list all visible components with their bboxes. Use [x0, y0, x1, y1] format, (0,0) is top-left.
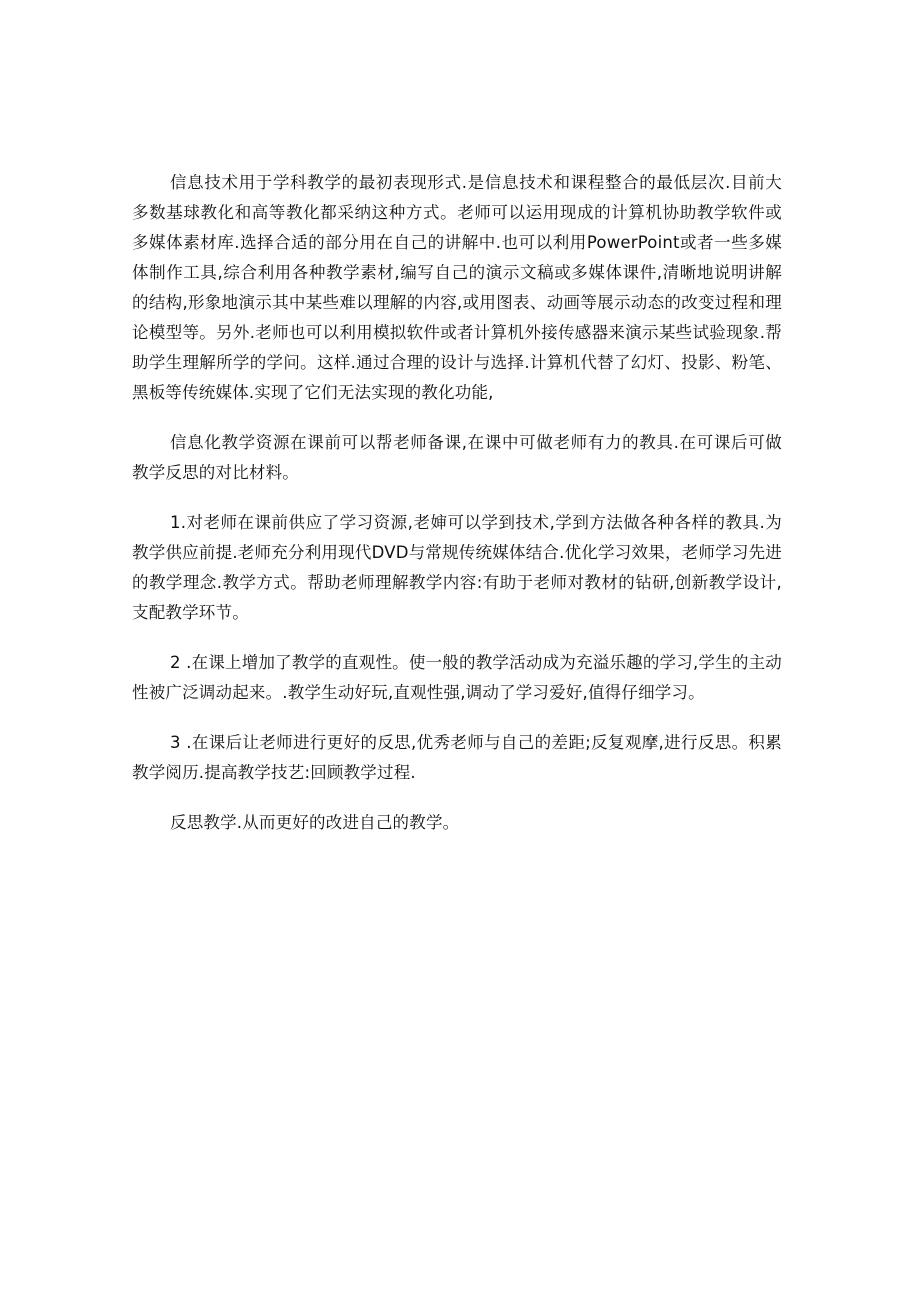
paragraph-intro: 信息技术用于学科教学的最初表现形式.是信息技术和课程整合的最低层次.目前大多数基球教化和高等教化都采纳这种方式。老师可以运用现成的计算机协助教学软件或多媒体素材库.选择合适的部分用在自己的讲解中.也可以利用PowerPoint或者一些多媒体制作工具,综合利用各种教学素材,编写自己的演示文稿或多媒体课件,清晰地说明讲解的结构,形象地演示其中某些难以理解的内容,或用图表、动画等展示动态的改变过程和理论模型等。另外.老师也可以利用模拟软件或者计算机外接传感器来演示某些试验现象.帮助学生理解所学的学问。这样.通过合理的设计与选择.计算机代替了幻灯、投影、粉笔、黑板等传统媒体.实现了它们无法实现的教化功能,	[132, 173, 782, 402]
paragraph-resources: 信息化教学资源在课前可以帮老师备课,在课中可做老师有力的教具.在可课后可做教学反思的对比材料。	[132, 433, 782, 482]
paragraph-point-2: 2 .在课上增加了教学的直观性。使一般的教学活动成为充溢乐趣的学习,学生的主动性被广泛调动起来。.教学生动好玩,直观性强,调动了学习爱好,值得仔细学习。	[132, 653, 782, 702]
paragraph-conclusion: 反思教学.从而更好的改进自己的教学。	[170, 813, 460, 832]
paragraph-point-1: 1.对老师在课前供应了学习资源,老婶可以学到技术,学到方法做各种各样的教具.为教学供应前提.老师充分利用现代DVD与常规传统媒体结合.优化学习效果，老师学习先进的教学理念.教学方式。帮助老师理解教学内容:有助于老师对教材的钻研,创新教学设计,支配教学环节。	[132, 513, 782, 622]
paragraph-point-3: 3 .在课后让老师进行更好的反思,优秀老师与自己的差距;反复观摩,进行反思。积累教学阅历.提高教学技艺:回顾教学过程.	[132, 733, 782, 782]
document-page	[132, 168, 782, 838]
